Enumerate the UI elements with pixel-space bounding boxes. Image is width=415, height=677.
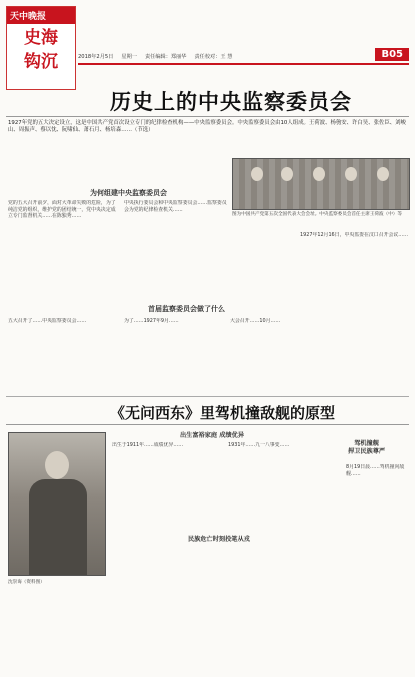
column-name-line1: 史海 [24, 28, 58, 48]
article1-body-right: 1927年12月16日，中央监委在汉口召开会议…… [300, 232, 409, 238]
article2-sub-c: 民族危亡时刻投笔从戎 [188, 536, 250, 543]
article2-title: 《无问西东》里驾机撞敌舰的原型 [110, 404, 336, 422]
title-rule [6, 116, 409, 117]
header-editor: 责任编辑：郑丽华 [144, 53, 187, 60]
brand: 天中晚报 [7, 7, 75, 24]
article2-sub-b-line2: 捍卫民族尊严 [348, 448, 386, 455]
header-date: 2018年2月5日 [78, 53, 114, 60]
article2-photo [8, 432, 106, 576]
header-weekday: 星期一 [121, 53, 137, 60]
article1-body-left: 党的五大召开前夕，面对大革命失败的危险，为了纯洁党的组织，维护党的团结统一，党中央决定成立专门监督机关……在陈独秀…… [8, 200, 116, 220]
article-separator [6, 396, 409, 397]
article1-intro: 1927年党的五大决定设立，这是中国共产党首次设立专门的纪律检查机构——中央监察委员会。中央监察委员会由10人组成。王荷波、杨匏安、许白昊、张佐臣、刘峻山、周振声、蔡以忱、阮啸仙、萧石月、杨培森……（节选） [8, 120, 406, 134]
article2-photo-caption: 沈崇诲（资料图） [8, 580, 45, 585]
article1-sub1: 为何组建中央监察委员会 [90, 188, 167, 197]
article1-sub2: 首届监察委员会做了什么 [148, 304, 225, 313]
article1-body-mid: 中央执行委员会和中央监察委员会……监察委员会为党的纪律检查机关…… [124, 200, 227, 213]
column-name-line2: 钩沉 [24, 52, 58, 72]
article1-body-bottom-mid: 为了……1927年9月…… [124, 318, 179, 324]
article2-body-mid: 1931年……九一八事变…… [228, 442, 290, 448]
article2-sub-b-line1: 驾机撞舰 [354, 440, 379, 447]
header-meta [78, 50, 409, 62]
article2-body-left: 出生于1911年……成绩优异…… [112, 442, 184, 448]
article1-title: 历史上的中央监察委员会 [110, 89, 352, 114]
page-number: B05 [375, 48, 409, 61]
article2-sub-a: 出生富裕家庭 成绩优异 [180, 432, 245, 439]
article1-photo [232, 158, 410, 210]
header-designer: 责任校对：王 慧 [194, 53, 233, 60]
article2-body-right: 8月19日晨……驾机撞向敌舰…… [346, 464, 405, 477]
title2-rule [6, 424, 409, 425]
article1-photo-caption: 图为中国共产党第五次全国代表大会会址。中央监察委员会首任主席王荷波（中）等 [232, 212, 402, 217]
article1-body-bottom-left: 五大召开了……中央监察委员会…… [8, 318, 87, 324]
article1-body-bottom-right: 大会召开……10月…… [230, 318, 281, 324]
article2-sub-b [348, 440, 385, 456]
masthead [6, 6, 76, 90]
header-rule [78, 63, 409, 65]
